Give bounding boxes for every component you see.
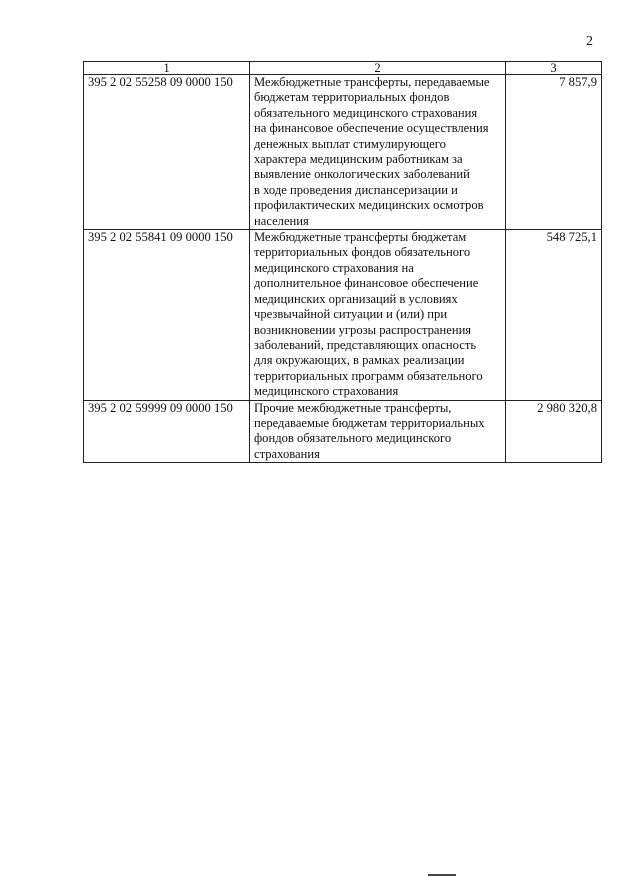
budget-code-cell: 395 2 02 59999 09 0000 150: [84, 400, 250, 463]
description-line: профилактических медицинских осмотров: [254, 198, 484, 213]
description-line: фондов обязательного медицинского: [254, 431, 452, 446]
column-header-1: 1: [84, 62, 250, 75]
amount-cell: 548 725,1: [506, 230, 602, 400]
scan-artifact-line: [428, 874, 456, 876]
description-line: на финансовое обеспечение осуществления: [254, 121, 489, 136]
description-cell: [250, 230, 506, 400]
description-cell: [250, 400, 506, 463]
table-row: [84, 75, 602, 230]
description-line: характера медицинским работникам за: [254, 152, 463, 167]
column-header-2: 2: [250, 62, 506, 75]
description-line: передаваемые бюджетам территориальных: [254, 415, 485, 430]
description-line: страхования: [254, 446, 320, 461]
description-line: бюджетам территориальных фондов: [254, 90, 450, 105]
budget-code-cell: 395 2 02 55258 09 0000 150: [84, 75, 250, 230]
description-line: заболеваний, представляющих опасность: [254, 337, 477, 352]
description-line: Межбюджетные трансферты бюджетам: [254, 230, 467, 245]
column-header-3: 3: [506, 62, 602, 75]
description-line: медицинского страхования: [254, 384, 399, 399]
budget-code-cell: 395 2 02 55841 09 0000 150: [84, 230, 250, 400]
description-line: территориальных программ обязательного: [254, 368, 483, 383]
description-line: чрезвычайной ситуации и (или) при: [254, 307, 448, 322]
description-line: медицинского страхования на: [254, 260, 414, 275]
description-line: медицинских организаций в условиях: [254, 291, 458, 306]
description-cell: [250, 75, 506, 230]
amount-cell: 7 857,9: [506, 75, 602, 230]
table-row: [84, 400, 602, 463]
description-line: выявление онкологических заболеваний: [254, 167, 470, 182]
description-line: дополнительное финансовое обеспечение: [254, 276, 479, 291]
page-number: 2: [586, 34, 593, 49]
amount-cell: 2 980 320,8: [506, 400, 602, 463]
description-line: для окружающих, в рамках реализации: [254, 353, 465, 368]
description-line: территориальных фондов обязательного: [254, 245, 471, 260]
description-line: Межбюджетные трансферты, передаваемые: [254, 75, 490, 89]
description-line: Прочие межбюджетные трансферты,: [254, 400, 452, 415]
table-row: [84, 230, 602, 400]
header-row: [84, 62, 602, 75]
description-line: обязательного медицинского страхования: [254, 105, 478, 120]
description-line: денежных выплат стимулирующего: [254, 136, 446, 151]
description-line: возникновении угрозы распространения: [254, 322, 472, 337]
description-line: населения: [254, 213, 309, 228]
description-line: в ходе проведения диспансеризации и: [254, 182, 458, 197]
budget-transfers-table: [83, 61, 602, 463]
